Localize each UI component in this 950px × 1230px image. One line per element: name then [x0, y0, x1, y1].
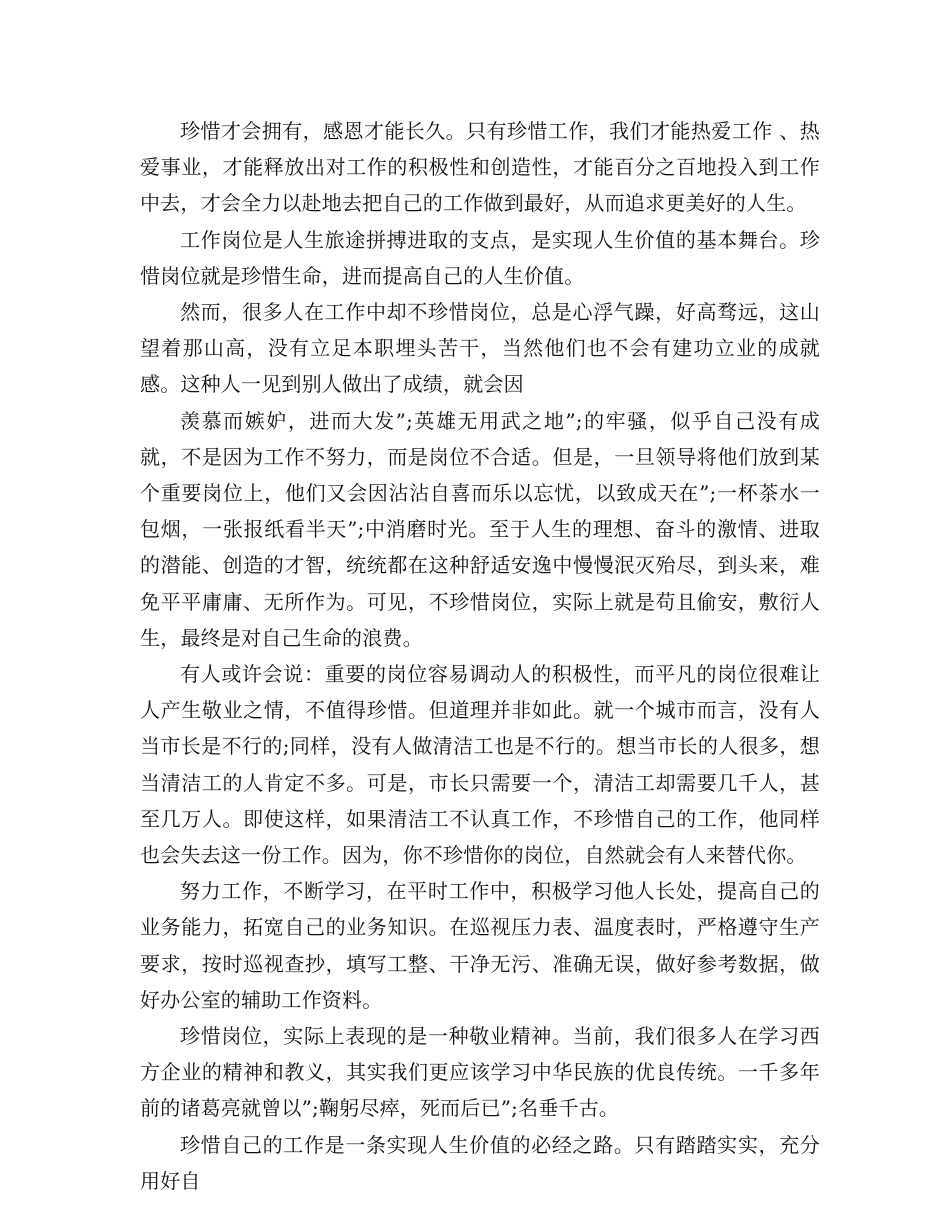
paragraph-7: 珍惜岗位，实际上表现的是一种敬业精神。当前，我们很多人在学习西方企业的精神和教义，其实我们更应该学习中华民族的优良传统。一千多年前的诸葛亮就曾以”;鞠躬尽瘁，死而后已”;名垂千古。 — [140, 1024, 820, 1121]
paragraph-5: 有人或许会说：重要的岗位容易调动人的积极性，而平凡的岗位很难让人产生敬业之情，不值得珍惜。但道理并非如此。就一个城市而言，没有人当市长是不行的;同样，没有人做清洁工也是不行的。想当市长的人很多，想当清洁工的人肯定不多。可是，市长只需要一个，清洁工却需要几千人，甚至几万人。即使这样，如果清洁工不认真工作，不珍惜自己的工作，他同样也会失去这一份工作。因为，你不珍惜你的岗位，自然就会有人来替代你。 — [140, 662, 820, 868]
document-body — [140, 113, 820, 1199]
paragraph-2: 工作岗位是人生旅途拼搏进取的支点，是实现人生价值的基本舞台。珍惜岗位就是珍惜生命，进而提高自己的人生价值。 — [140, 227, 820, 288]
paragraph-4: 羡慕而嫉妒，进而大发”;英雄无用武之地”;的牢骚，似乎自己没有成就，不是因为工作不努力，而是岗位不合适。但是，一旦领导将他们放到某个重要岗位上，他们又会因沾沾自喜而乐以忘忧，以致成天在”;一杯茶水一包烟，一张报纸看半天”;中消磨时光。至于人生的理想、奋斗的激情、进取的潜能、创造的才智，统统都在这种舒适安逸中慢慢泯灭殆尽，到头来，难免平平庸庸、无所作为。可见，不珍惜岗位，实际上就是苟且偷安，敷衍人生，最终是对自己生命的浪费。 — [140, 408, 820, 650]
paragraph-8: 珍惜自己的工作是一条实现人生价值的必经之路。只有踏踏实实，充分用好自 — [140, 1132, 820, 1193]
paragraph-1: 珍惜才会拥有，感恩才能长久。只有珍惜工作，我们才能热爱工作 、热爱事业，才能释放出对工作的积极性和创造性，才能百分之百地投入到工作中去，才会全力以赴地去把自己的工作做到最好，从而追求更美好的人生。 — [140, 119, 820, 216]
paragraph-6: 努力工作，不断学习，在平时工作中，积极学习他人长处，提高自己的业务能力，拓宽自己的业务知识。在巡视压力表、温度表时，严格遵守生产要求，按时巡视查抄，填写工整、干净无污、准确无误，做好参考数据，做好办公室的辅助工作资料。 — [140, 879, 820, 1012]
paragraph-3: 然而，很多人在工作中却不珍惜岗位，总是心浮气躁，好高骛远，这山望着那山高，没有立足本职埋头苦干，当然他们也不会有建功立业的成就感。这种人一见到别人做出了成绩，就会因 — [140, 300, 820, 397]
